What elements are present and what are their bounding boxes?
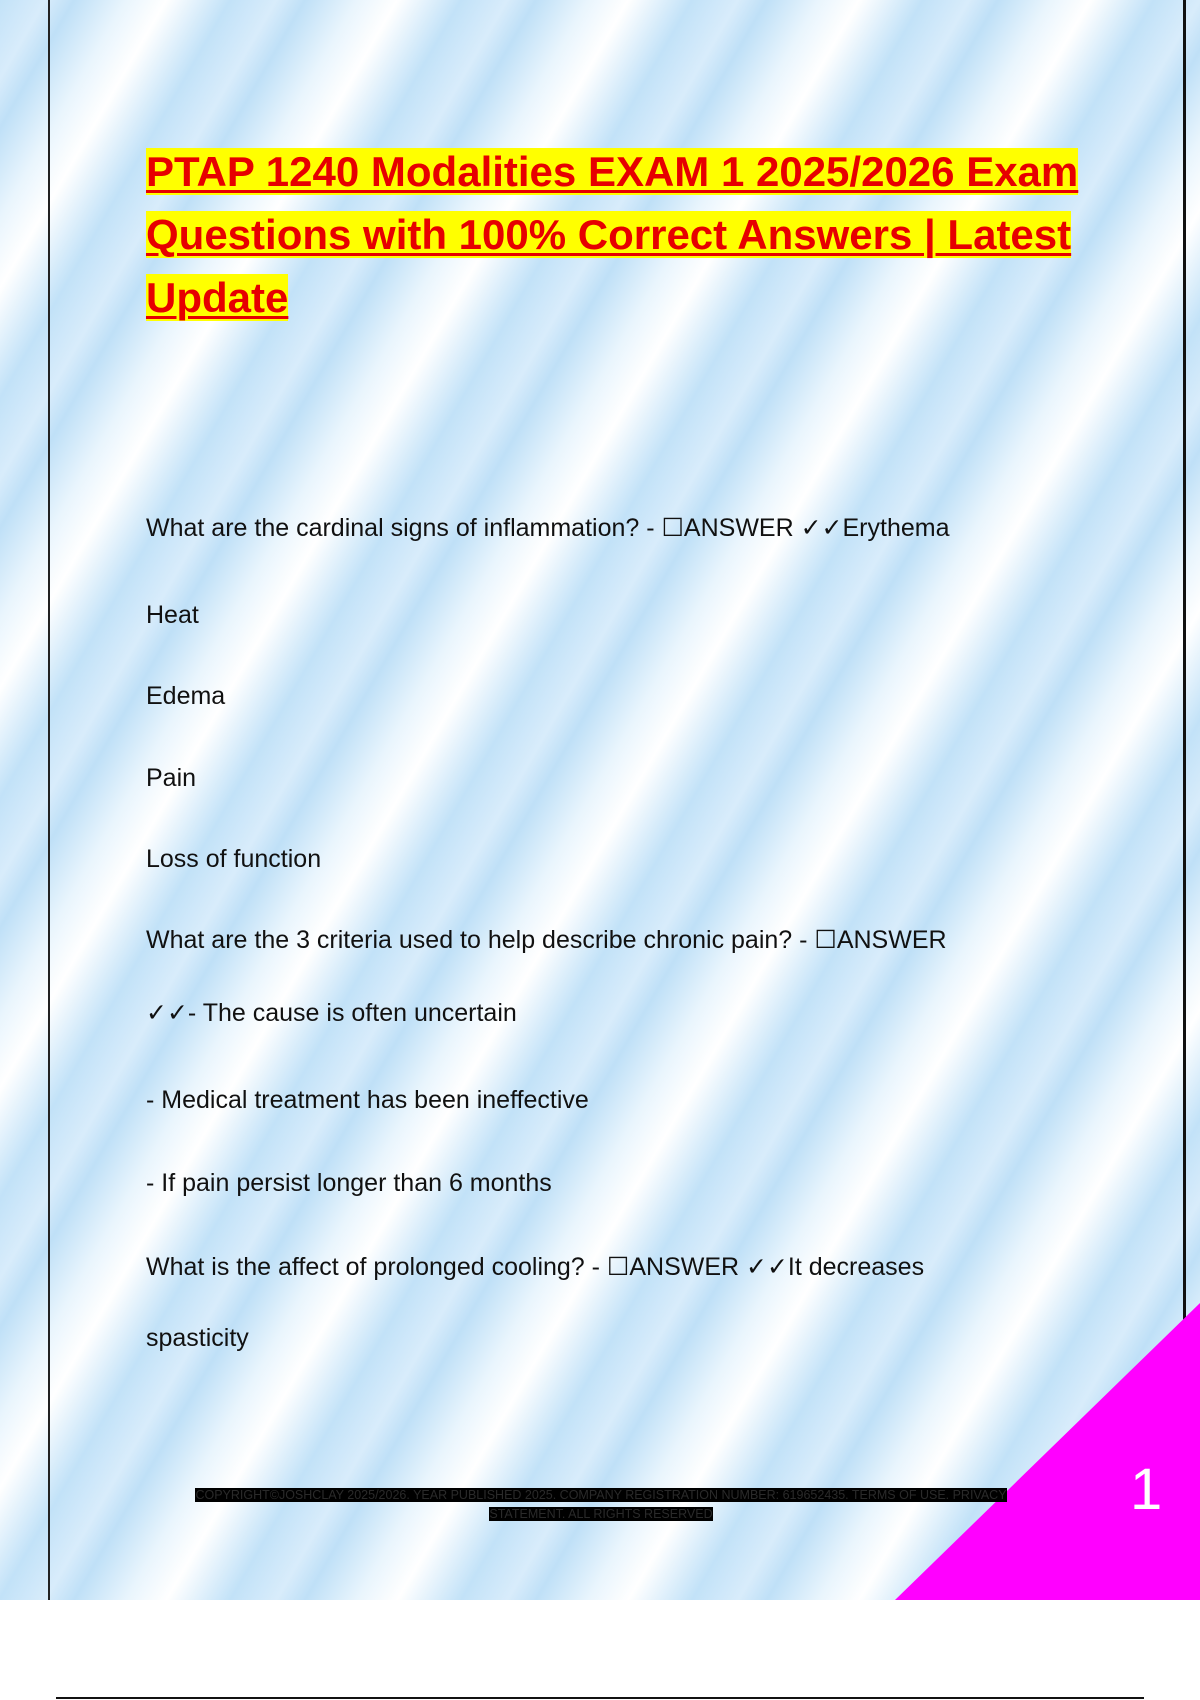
copyright-notice <box>178 1486 1024 1524</box>
text-line-1: What are the cardinal signs of inflammation? - ☐ANSWER ✓✓Erythema <box>146 514 950 542</box>
bottom-rule <box>56 1697 1144 1699</box>
text-line-3: Edema <box>146 682 226 710</box>
text-line-4: Pain <box>146 764 197 792</box>
text-line-7: ✓✓- The cause is often uncertain <box>146 999 517 1027</box>
text-line-2: Heat <box>146 601 199 629</box>
copyright-notice-text: COPYRIGHT©JOSHCLAY 2025/2026. YEAR PUBLISHED 2025. COMPANY REGISTRATION NUMBER: 619652435. TERMS OF USE. PRIVACY STATEMENT. ALL RIGHTS RESERVED <box>195 1488 1007 1521</box>
text-line-11: spasticity <box>146 1324 249 1352</box>
text-line-10: What is the affect of prolonged cooling? - ☐ANSWER ✓✓It decreases <box>146 1253 925 1281</box>
text-line-6: What are the 3 criteria used to help describe chronic pain? - ☐ANSWER <box>146 926 947 954</box>
text-line-5: Loss of function <box>146 845 322 873</box>
document-title-text: PTAP 1240 Modalities EXAM 1 2025/2026 Exam Questions with 100% Correct Answers | Latest Update <box>146 148 1079 321</box>
page-number: 1 <box>1130 1457 1163 1522</box>
text-line-9: - If pain persist longer than 6 months <box>146 1169 552 1197</box>
text-line-8: - Medical treatment has been ineffective <box>146 1086 589 1114</box>
